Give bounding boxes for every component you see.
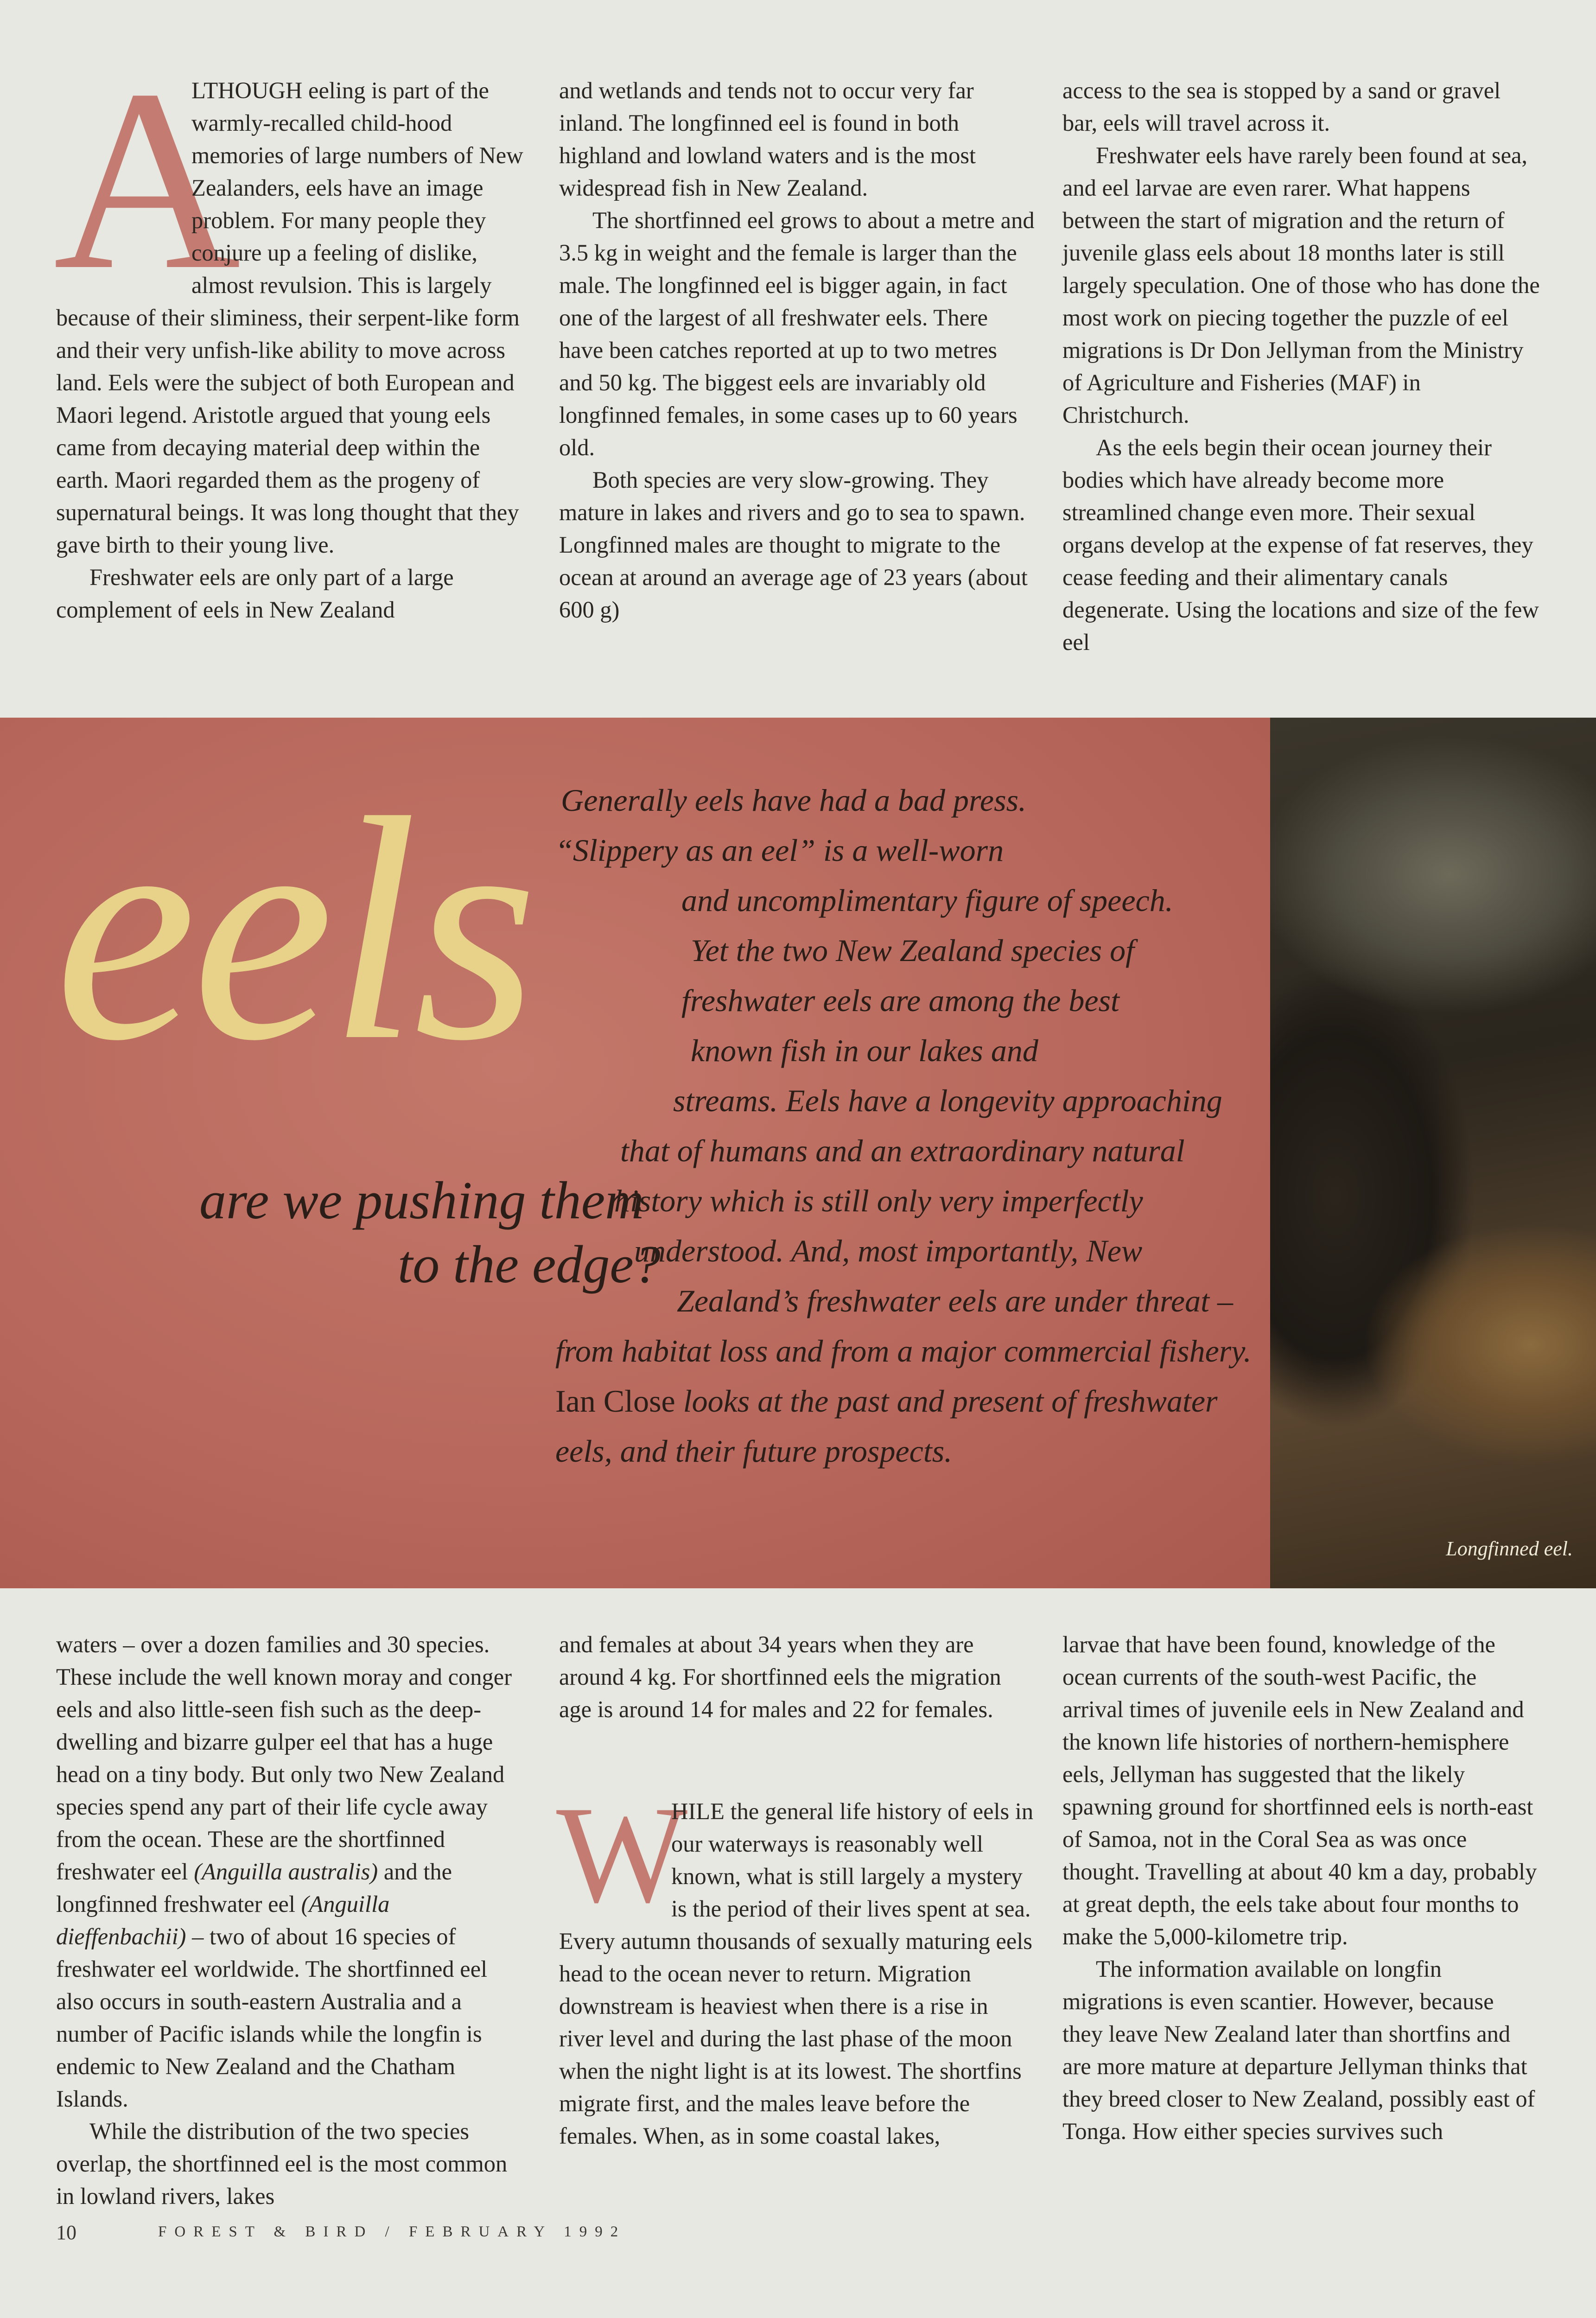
intro-line: known fish in our lakes and	[691, 1033, 1038, 1068]
intro-line	[555, 1382, 1218, 1420]
page-number: 10	[56, 2221, 76, 2244]
paragraph: As the eels begin their ocean journey their bodies which have already become more streamlined change even more. Their sexual organs develop at the expense of fat reserves, they cease feeding and their alimentary canals degenerate. Using the locations and size of the few eel	[1062, 434, 1539, 655]
intro-line: streams. Eels have a longevity approaching	[673, 1083, 1222, 1118]
paragraph: Both species are very slow-growing. They mature in lakes and rivers and go to sea to spawn. Longfinned males are thought to migrate to the ocean at around an average age of 23 years (about 600 g)	[559, 467, 1028, 623]
drop-cap: A	[53, 36, 241, 324]
paragraph-text: waters – over a dozen families and 30 species. These include the well known moray and conger eels and also little-seen fish such as the deep-dwelling and bizarre gulper eel that has a huge head on a tiny body. But only two New Zealand species spend any part of their life cycle away from the ocean. These are the shortfinned freshwater eel	[56, 1631, 512, 1885]
species-name: (Anguilla dieffenbachii)	[56, 1891, 390, 1949]
intro-line: eels, and their future prospects.	[555, 1433, 953, 1469]
article-column-bottom-3	[1062, 1628, 1540, 2147]
feature-title: eels	[55, 752, 534, 1107]
author-name: Ian Close	[555, 1383, 675, 1419]
paragraph	[56, 1628, 524, 2115]
intro-line: Zealand’s freshwater eels are under threat –	[677, 1283, 1233, 1318]
article-column-top-2	[559, 74, 1036, 626]
running-head: FOREST & BIRD / FEBRUARY 1992	[158, 2223, 626, 2240]
paragraph: Freshwater eels have rarely been found at sea, and eel larvae are even rarer. What happens between the start of migration and the return of juvenile glass eels about 18 months later is still largely speculation. One of those who has done the most work on piecing together the puzzle of eel migrations is Dr Don Jellyman from the Ministry of Agriculture and Fisheries (MAF) in Christchurch.	[1062, 142, 1540, 428]
paragraph	[556, 1777, 1036, 2152]
paragraph-text: LTHOUGH eeling is part of the warmly-recalled child-hood memories of large numbers of New Zealanders, eels have an image problem. For many people they conjure up a feeling of dislike, almost revulsion. This is largely because of their sliminess, their serpent-like form and their very unfish-like ability to move across land. Eels were the subject of both European and Maori legend. Aristotle argued that young eels came from decaying material deep within the earth. Maori regarded them as the progeny of supernatural beings. It was long thought that they gave birth to their young live.	[56, 77, 523, 558]
intro-line: Yet the two New Zealand species of	[691, 933, 1135, 968]
paragraph: and females at about 34 years when they are around 4 kg. For shortfinned eels the migration age is around 14 for males and 22 for females.	[559, 1631, 1001, 1722]
paragraph-text: – two of about 16 species of freshwater eel worldwide. The shortfinned eel also occurs in south-eastern Australia and a number of Pacific islands while the longfin is endemic to New Zealand and the Chatham Islands.	[56, 1923, 488, 2112]
paragraph: larvae that have been found, knowledge of the ocean currents of the south-west Pacific, the arrival times of juvenile eels in New Zealand and the known life histories of northern-hemisphere eels, Jellyman has suggested that the likely spawning ground for shortfinned eels is north-east of Samoa, not in the Coral Sea as was once thought. Travelling at about 40 km a day, probably at great depth, the eels take about four months to make the 5,000-kilometre trip.	[1062, 1631, 1537, 1949]
intro-line: “Slippery as an eel” is a well-worn	[555, 833, 1004, 868]
photo-caption: Longfinned eel.	[1446, 1537, 1573, 1560]
paragraph: The shortfinned eel grows to about a metre and 3.5 kg in weight and the female is larger than the male. The longfinned eel is bigger again, in fact one of the largest of all freshwater eels. There have been catches reported at up to two metres and 50 kg. The biggest eels are invariably old longfinned females, in some cases up to 60 years old.	[559, 207, 1035, 460]
intro-line: and uncomplimentary figure of speech.	[681, 883, 1173, 918]
article-column-top-1	[53, 36, 524, 626]
paragraph: Freshwater eels are only part of a large complement of eels in New Zealand	[56, 564, 454, 623]
paragraph-text: HILE the general life history of eels in our waterways is reasonably well known, what is still largely a mystery is the period of their lives spent at sea. Every autumn thousands of sexually maturing eels head to the ocean never to return. Migration downstream is heaviest when there is a rise in river level and during the last phase of the moon when the night light is at its lowest. The shortfins migrate first, and the males leave before the females. When, as in some coastal lakes,	[559, 1798, 1034, 2149]
feature-subtitle-line-1: are we pushing them	[199, 1171, 644, 1230]
intro-line: understood. And, most importantly, New	[634, 1233, 1143, 1268]
article-column-bottom-1	[56, 1628, 524, 2212]
paragraph	[53, 36, 524, 561]
drop-cap: W	[556, 1777, 688, 1931]
article-column-top-3	[1062, 74, 1540, 658]
article-column-bottom-2	[556, 1628, 1036, 2152]
intro-line: that of humans and an extraordinary natural	[620, 1133, 1185, 1168]
intro-line-text: looks at the past and present of freshwater	[683, 1383, 1218, 1419]
paragraph-text: and the longfinned freshwater eel	[56, 1859, 452, 1917]
intro-line: from habitat loss and from a major commercial fishery.	[555, 1333, 1252, 1369]
feature-subtitle-line-2: to the edge?	[398, 1235, 661, 1294]
paragraph: and wetlands and tends not to occur very far inland. The longfinned eel is found in both highland and lowland waters and is the most widespread fish in New Zealand.	[559, 77, 976, 201]
intro-line: history which is still only very imperfectly	[614, 1183, 1143, 1218]
paragraph: While the distribution of the two species overlap, the shortfinned eel is the most common in lowland rivers, lakes	[56, 2118, 508, 2209]
intro-line: Generally eels have had a bad press.	[561, 783, 1027, 818]
paragraph: access to the sea is stopped by a sand or gravel bar, eels will travel across it.	[1062, 77, 1501, 136]
intro-line: freshwater eels are among the best	[681, 983, 1119, 1018]
species-name: (Anguilla australis)	[194, 1859, 378, 1885]
eel-photo	[1270, 718, 1596, 1588]
paragraph: The information available on longfin migrations is even scantier. However, because they leave New Zealand later than shortfins and are more mature at departure Jellyman thinks that they breed closer to New Zealand, possibly east of Tonga. How either species survives such	[1062, 1956, 1535, 2144]
